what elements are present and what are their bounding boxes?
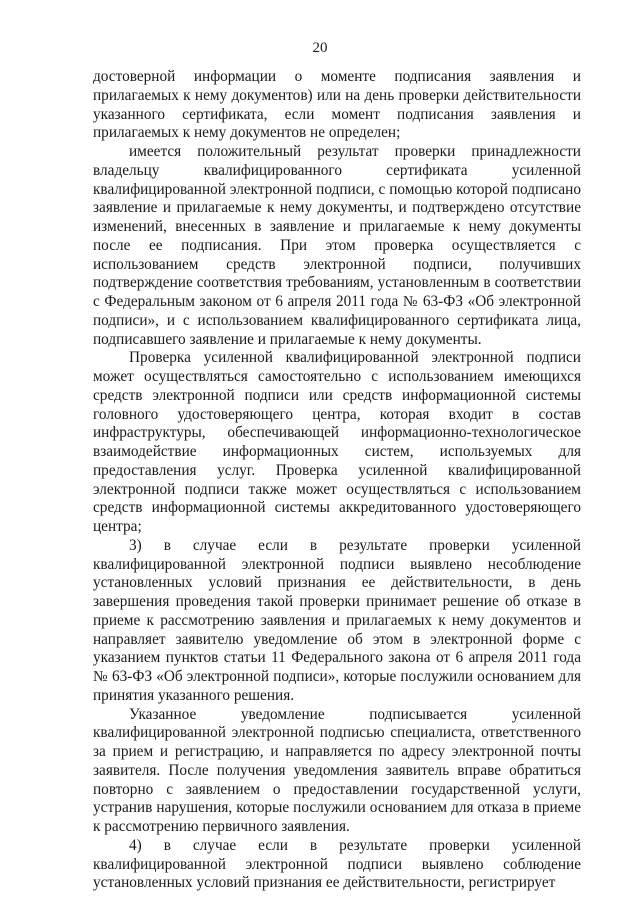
- paragraph-continuation: достоверной информации о моменте подписания заявления и прилагаемых к нему документов) или на день проверки действительности указанного сертификата, если момент подписания заявления и прилагаемых к нему документов не определен;: [93, 68, 581, 142]
- paragraph-notification: Указанное уведомление подписывается усиленной квалифицированной электронной подписью специалиста, ответственного за прием и регистрацию, и направляется по адресу электронной почты заявителя. После получения уведомления заявитель вправе обратиться повторно с заявлением о предоставлении государственной услуги, устранив нарушения, которые послужили основанием для отказа в приеме к рассмотрению первичного заявления.: [93, 705, 581, 835]
- paragraph-item-4: 4) в случае если в результате проверки усиленной квалифицированной электронной подписи выявлено соблюдение установленных условий признания ее действительности, регистрирует: [93, 836, 581, 892]
- paragraph-item-3: 3) в случае если в результате проверки усиленной квалифицированной электронной подписи выявлено несоблюдение установленных условий признания ее действительности, в день завершения проведения такой проверки принимает решение об отказе в приеме к рассмотрению заявления и прилагаемых к нему документов и направляет заявителю уведомление об этом в электронной форме с указанием пунктов статьи 11 Федерального закона от 6 апреля 2011 года № 63-ФЗ «Об электронной подписи», которые послужили основанием для принятия указанного решения.: [93, 536, 581, 704]
- document-body: [93, 68, 581, 893]
- page-number: 20: [312, 40, 328, 56]
- paragraph-signature-verification: Проверка усиленной квалифицированной электронной подписи может осуществляться самостоятельно с использованием имеющихся средств электронной подписи или средств информационной системы головного удостоверяющего центра, которая входит в состав инфраструктуры, обеспечивающей информационно-технологическое взаимодействие информационных систем, используемых для предоставления услуг. Проверка усиленной квалифицированной электронной подписи также может осуществляться с использованием средств информационной системы аккредитованного удостоверяющего центра;: [93, 349, 581, 535]
- paragraph-signature-owner-check: имеется положительный результат проверки принадлежности владельцу квалифицированного сертификата усиленной квалифицированной электронной подписи, с помощью которой подписано заявление и прилагаемые к нему документы, и подтверждено отсутствие изменений, внесенных в заявление и прилагаемые к нему документы после ее подписания. При этом проверка осуществляется с использованием средств электронной подписи, получивших подтверждение соответствия требованиям, установленным в соответствии с Федеральным законом от 6 апреля 2011 года № 63-ФЗ «Об электронной подписи», и с использованием квалифицированного сертификата лица, подписавшего заявление и прилагаемые к нему документы.: [93, 143, 581, 348]
